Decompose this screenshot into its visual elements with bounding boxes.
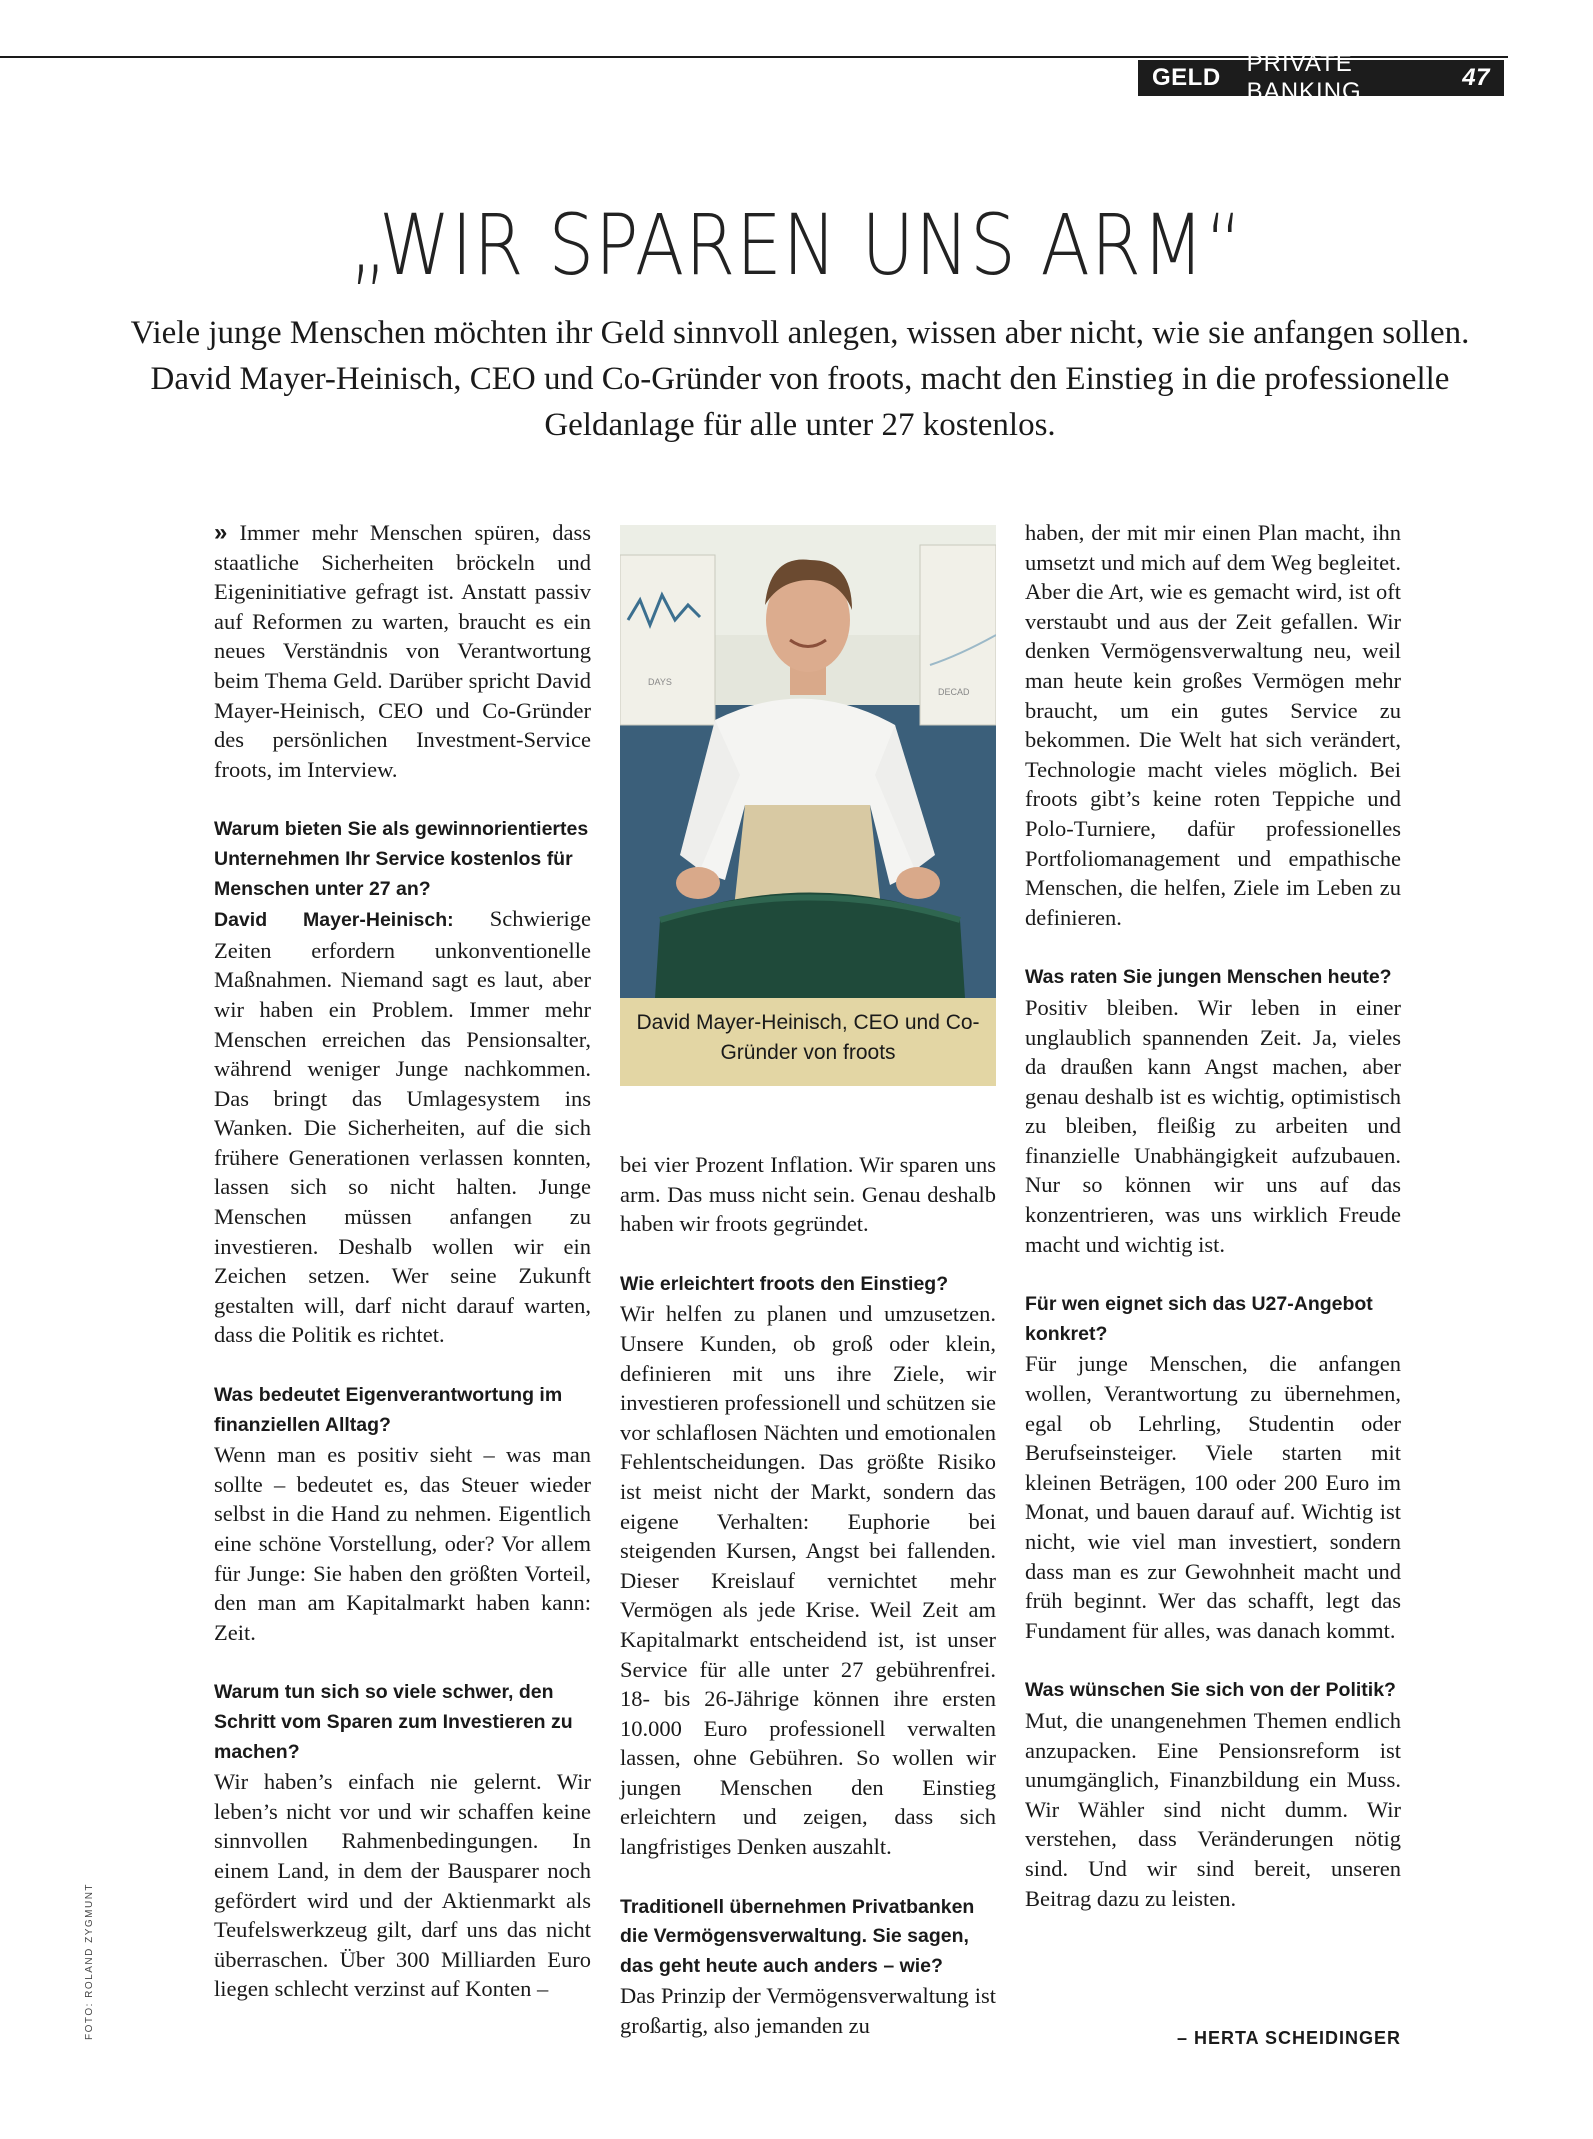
question-6: Was raten Sie jungen Menschen heute? [1025,966,1392,989]
article-column-1 [214,518,591,2004]
photo-chart-label-decad: DECAD [938,687,970,697]
answer-1 [214,904,591,1350]
lead-paragraph: Viele junge Menschen möchten ihr Geld sinnvoll anlegen, wissen aber nicht, wie sie anfangen sollen. David Mayer-Heinisch, CEO und Co-Gründer von froots, macht den Einstieg in die professionelle Geldanlage für alle unter 27 kostenlos. [130,315,1470,443]
question-2: Was bedeutet Eigenverantwortung im finanziellen Alltag? [214,1384,563,1436]
answer-5-part-1: Das Prinzip der Vermögensverwaltung ist großartig, also jemanden zu [620,1983,996,2039]
speaker-label: David Mayer-Heinisch: [214,909,454,932]
photo-credit: FOTO: ROLAND ZYGMUNT [84,1882,95,2040]
photo-chart-label-days: DAYS [648,677,672,687]
article-column-2 [620,1150,996,2041]
question-1: Warum bieten Sie als gewinnorientiertes Unternehmen Ihr Service kostenlos für Menschen unter 27 an? [214,818,589,900]
article-column-3 [1025,518,1401,1913]
question-3: Warum tun sich so viele schwer, den Schritt vom Sparen zum Investieren zu machen? [214,1681,573,1763]
question-7: Für wen eignet sich das U27-Angebot konkret? [1025,1293,1373,1345]
question-8: Was wünschen Sie sich von der Politik? [1025,1679,1396,1702]
question-4: Wie erleichtert froots den Einstieg? [620,1272,949,1295]
answer-4: Wir helfen zu planen und umzusetzen. Unsere Kunden, ob groß oder klein, definieren mit uns ihre Ziele, wir investieren professionell und schützen sie vor schlaflosen Nächten und emotionalen Fehlentscheidungen. Das größte Risiko ist meist nicht der Markt, sondern das eigene Verhalten: Euphorie bei steigenden Kursen, Angst bei fallenden. Dieser Kreislauf vernichtet mehr Vermögen als jede Krise. Weil Zeit am Kapitalmarkt entscheidend ist, ist unser Service für alle unter 27 gebührenfrei. 18- bis 26-Jährige können ihre ersten 10.000 Euro professionell verwalten lassen, ohne Gebühren. So wollen wir jungen Menschen den Einstieg erleichtern und zeigen, dass sich langfristiges Denken auszahlt. [620,1301,996,1860]
question-5: Traditionell übernehmen Privatbanken die Vermögensverwaltung. Sie sagen, das geht heute auch anders – wie? [620,1895,975,1977]
answer-3-part-2: bei vier Prozent Inflation. Wir sparen uns arm. Das muss nicht sein. Genau deshalb haben wir froots gegründet. [620,1152,996,1237]
headline: „WIR SPAREN UNS ARM“ [349,196,1244,294]
page-number: 47 [1462,64,1490,91]
subsection-label: PRIVATE BANKING [1246,50,1362,105]
answer-8: Mut, die unangenehmen Themen endlich anzupacken. Eine Pensionsreform ist unumgänglich, Finanzbildung ein Muss. Wir Wähler sind nicht dumm. Wir verstehen, dass Veränderungen nötig sind. Und wir sind bereit, unseren Beitrag dazu zu leisten. [1025,1707,1401,1911]
answer-5-part-2: haben, der mit mir einen Plan macht, ihn umsetzt und mich auf dem Weg begleitet. Aber die Art, wie es gemacht wird, ist oft verstaubt und aus der Zeit gefallen. Wir denken Vermögensverwaltung neu, weil man heute kein großes Vermögen mehr braucht, um ein gutes Service zu bekommen. Die Welt hat sich verändert, Technologie macht vieles möglich. Bei froots gibt’s keine roten Teppiche und Polo-Turniere, dafür professionelles Portfoliomanagement und empathische Menschen, die helfen, Ziele im Leben zu definieren. [1025,520,1401,930]
intro-text: Immer mehr Menschen spüren, dass staatliche Sicherheiten bröckeln und Eigeninitiative gefragt ist. Anstatt passiv auf Reformen zu warten, braucht es ein neues Verständnis von Verantwortung beim Thema Geld. Darüber spricht David Mayer-Heinisch, CEO und Co-Gründer des persönlichen Investment-Service froots, im Interview. [214,520,591,782]
answer-7: Für junge Menschen, die anfangen wollen, Verantwortung zu übernehmen, egal ob Lehrling, Studentin oder Berufseinsteiger. Viele starten mit kleinen Beträgen, 100 oder 200 Euro im Monat, und bauen darauf auf. Wichtig ist nicht, wie viel man investiert, sondern dass man es zur Gewohnheit macht und früh beginnt. Wer das schafft, legt das Fundament für alles, was danach kommt. [1025,1351,1401,1643]
intro-paragraph [214,518,591,784]
answer-3-part-1: Wir haben’s einfach nie gelernt. Wir leben’s nicht vor und wir schaffen keine sinnvollen Rahmenbedingungen. In einem Land, in dem der Bausparer noch gefördert wird und der Aktienmarkt als Teufelswerkzeug gilt, darf uns das nicht überraschen. Über 300 Milliarden Euro liegen schlecht verzinst auf Konten – [214,1769,591,2002]
answer-2: Wenn man es positiv sieht – was man sollte – bedeutet es, das Steuer wieder selbst in die Hand zu nehmen. Eigentlich eine schöne Vorstellung, oder? Vor allem für Junge: Sie haben den größten Vorteil, den man am Kapitalmarkt haben kann: Zeit. [214,1442,591,1645]
intro-marker: » [214,519,228,546]
portrait-photo [620,525,996,998]
photo-caption: David Mayer-Heinisch, CEO und Co-Gründer von froots [620,998,996,1086]
answer-6: Positiv bleiben. Wir leben in einer unglaublich spannenden Zeit. Ja, vieles da draußen kann Angst machen, aber genau deshalb ist es wichtig, optimistisch zu bleiben, fleißig zu arbeiten und finanzielle Unabhängigkeit aufzubauen. Nur so können wir uns auf das konzentrieren, was uns wirklich Freude macht und wichtig ist. [1025,994,1401,1257]
answer-1-text: Schwierige Zeiten erfordern unkonventionelle Maßnahmen. Niemand sagt es laut, aber wir haben ein Problem. Immer mehr Menschen erreichen das Pensionsalter, während weniger Junge nachkommen. Das bringt das Umlagesystem ins Wanken. Die Sicherheiten, auf die sich frühere Generationen verlassen konnten, lassen sich so nicht halten. Junge Menschen müssen anfangen zu investieren. Deshalb wollen wir ein Zeichen setzen. Wer seine Zukunft gestalten will, darf nicht darauf warten, dass die Politik es richtet. [214,906,591,1348]
section-label: GELD [1152,64,1221,91]
author-byline: – HERTA SCHEIDINGER [1176,2028,1401,2048]
portrait-illustration [620,525,996,998]
section-header [1138,50,1504,105]
